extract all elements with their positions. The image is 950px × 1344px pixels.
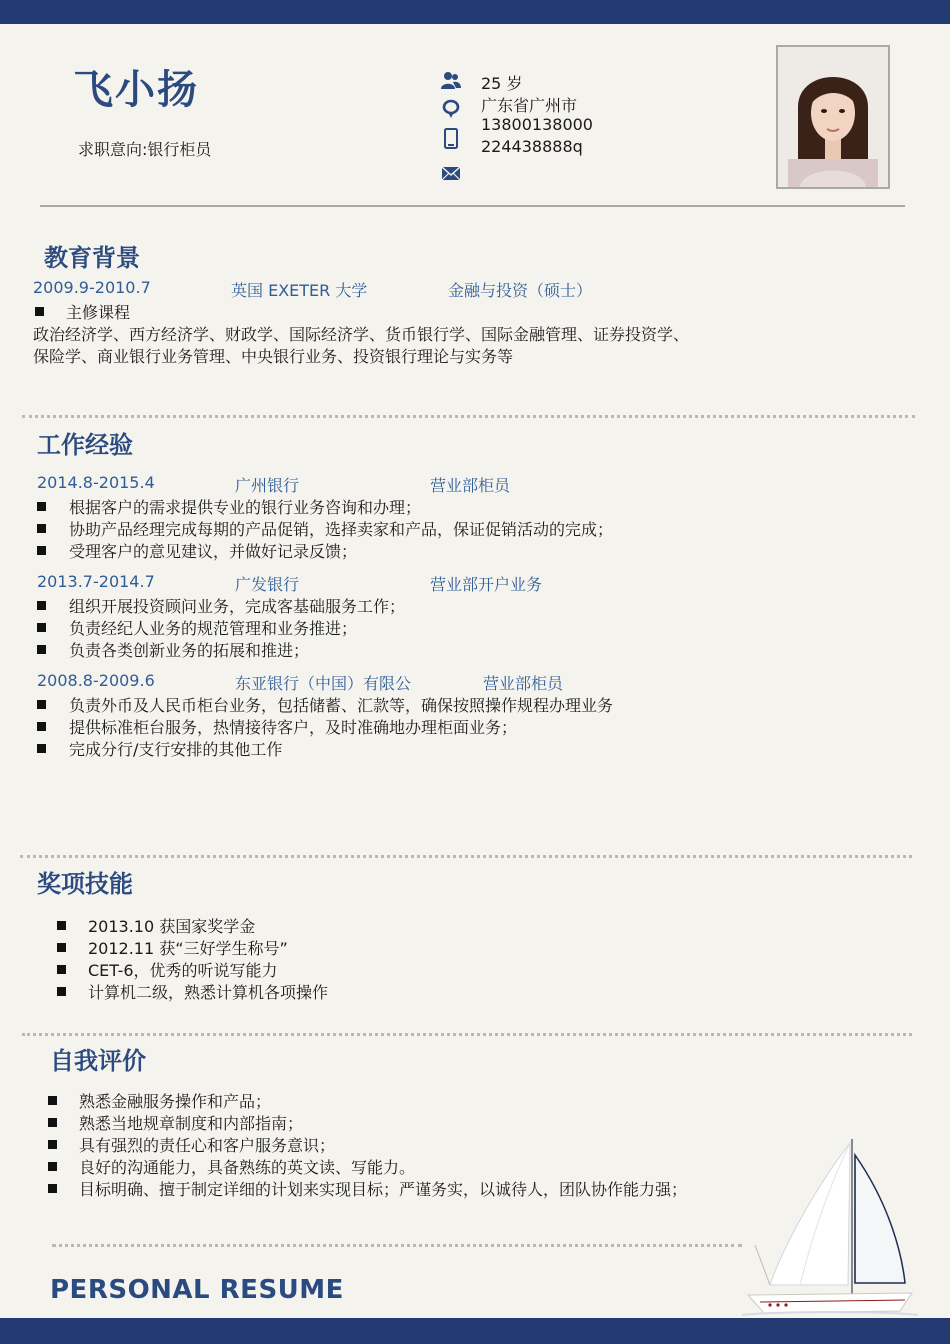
list-item: 受理客户的意见建议，并做好记录反馈； xyxy=(37,539,357,562)
footer-title: PERSONAL RESUME xyxy=(50,1275,344,1305)
list-item: 熟悉当地规章制度和内部指南； xyxy=(48,1111,303,1134)
list-item: 负责外币及人民币柜台业务，包括储蓄、汇款等，确保按照操作规程办理业务 xyxy=(37,693,613,716)
list-item: 负责经纪人业务的规范管理和业务推进； xyxy=(37,616,357,639)
job-role: 营业部开户业务 xyxy=(430,575,543,594)
list-item: 具有强烈的责任心和客户服务意识； xyxy=(48,1133,335,1156)
list-item: 组织开展投资顾问业务，完成客基础服务工作； xyxy=(37,594,405,617)
header-divider xyxy=(40,205,905,207)
job-date: 2008.8-2009.6 xyxy=(37,671,155,690)
courses-line: 政治经济学、西方经济学、财政学、国际经济学、货币银行学、国际金融管理、证券投资学、 xyxy=(33,325,690,344)
contact-phone: 13800138000 xyxy=(481,115,593,134)
list-item: 提供标准柜台服务，热情接待客户，及时准确地办理柜面业务； xyxy=(37,715,517,738)
profile-photo xyxy=(776,45,890,189)
location-icon xyxy=(440,98,462,120)
job-date: 2014.8-2015.4 xyxy=(37,473,155,492)
bullet-square xyxy=(35,307,44,316)
list-item: 目标明确、擅于制定详细的计划来实现目标；严谨务实，以诚待人，团队协作能力强； xyxy=(48,1177,687,1200)
mail-icon xyxy=(440,162,462,184)
list-item: 2012.11 获“三好学生称号” xyxy=(57,936,288,959)
bottom-bar xyxy=(0,1318,950,1344)
list-item: CET-6，优秀的听说写能力 xyxy=(57,958,278,981)
list-item: 良好的沟通能力，具备熟练的英文读、写能力。 xyxy=(48,1155,415,1178)
candidate-name: 飞小扬 xyxy=(73,67,199,113)
job-company: 东亚银行（中国）有限公 xyxy=(235,674,412,693)
section-title-awards: 奖项技能 xyxy=(37,870,133,898)
contact-location: 广东省广州市 xyxy=(481,96,578,115)
section-title-self: 自我评价 xyxy=(50,1047,146,1075)
education-date: 2009.9-2010.7 xyxy=(33,278,151,297)
list-item: 根据客户的需求提供专业的银行业务咨询和办理； xyxy=(37,495,421,518)
job-role: 营业部柜员 xyxy=(430,476,511,495)
section-title-work: 工作经验 xyxy=(37,431,133,459)
section-divider xyxy=(22,415,915,418)
education-school: 英国 EXETER 大学 xyxy=(231,281,368,300)
section-title-education: 教育背景 xyxy=(44,244,140,272)
education-major: 金融与投资（硕士） xyxy=(448,281,593,300)
job-date: 2013.7-2014.7 xyxy=(37,572,155,591)
list-item: 负责各类创新业务的拓展和推进； xyxy=(37,638,309,661)
courses-line: 保险学、商业银行业务管理、中央银行业务、投资银行理论与实务等 xyxy=(33,347,514,366)
list-item: 熟悉金融服务操作和产品； xyxy=(48,1089,271,1112)
list-item: 协助产品经理完成每期的产品促销，选择卖家和产品，保证促销活动的完成； xyxy=(37,517,613,540)
job-company: 广发银行 xyxy=(235,575,300,594)
top-bar xyxy=(0,0,950,24)
list-item: 计算机二级，熟悉计算机各项操作 xyxy=(57,980,328,1003)
contact-mail: 224438888q xyxy=(481,137,583,156)
job-intent: 求职意向:银行柜员 xyxy=(78,140,212,159)
list-item: 2013.10 获国家奖学金 xyxy=(57,914,255,937)
job-role: 营业部柜员 xyxy=(483,674,564,693)
sailboat-icon xyxy=(740,1135,920,1320)
section-divider xyxy=(52,1244,742,1247)
job-company: 广州银行 xyxy=(235,476,300,495)
section-divider xyxy=(22,1033,912,1036)
list-item: 主修课程 xyxy=(35,300,130,323)
list-item: 完成分行/支行安排的其他工作 xyxy=(37,737,282,760)
phone-icon xyxy=(440,128,462,150)
user-icon xyxy=(440,70,462,92)
contact-age: 25 岁 xyxy=(481,74,523,93)
section-divider xyxy=(20,855,912,858)
